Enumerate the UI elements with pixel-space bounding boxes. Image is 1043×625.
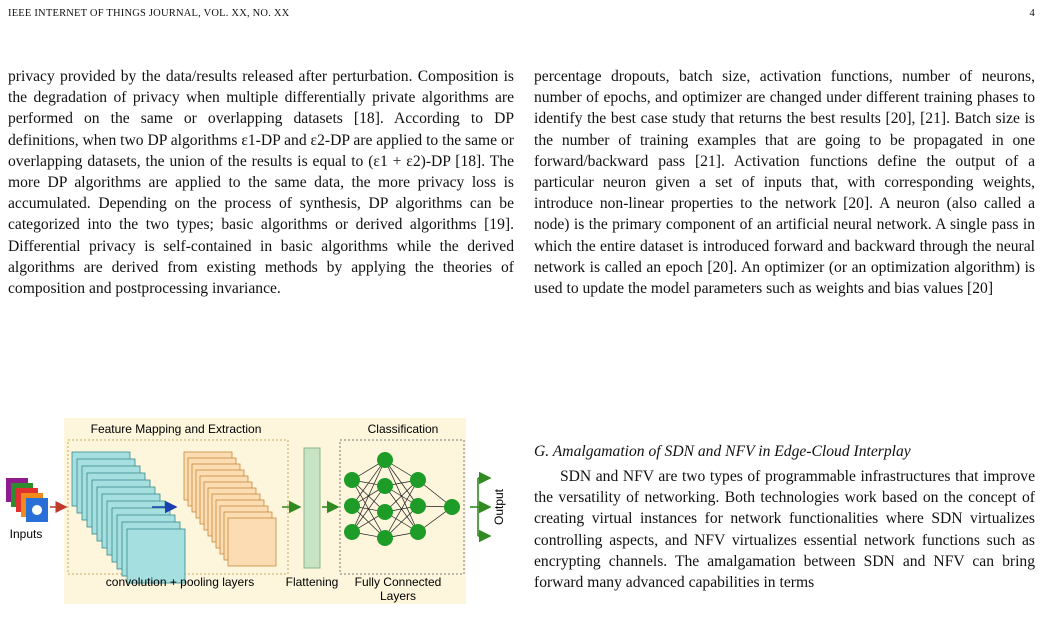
right-column xyxy=(534,66,1035,299)
right-paragraph: percentage dropouts, batch size, activation functions, number of neurons, number of epochs, and optimizer are changed under different training phases to identify the best case study that returns the best results [20], [21]. Batch size is the number of training examples that are going to be propagated in one forward/backward pass [21]. Activation functions define the output of a particular neuron given a set of inputs that, with corresponding weights, introduce non-linear properties to the network [20]. A neuron (also called a node) is the primary component of an artificial neural network. A single pass in which the entire dataset is introduced forward and backward through the neural network is called an epoch [20]. An optimizer (or an optimization algorithm) is used to update the model parameters such as weights and bias values [20] xyxy=(534,68,1035,298)
feature-mapping-label: Feature Mapping and Extraction xyxy=(90,422,262,436)
pooled-feature-map xyxy=(228,518,276,566)
output-arrows xyxy=(470,478,490,536)
classification-label: Classification xyxy=(367,422,439,436)
page-number: 4 xyxy=(1029,8,1035,19)
subsection-paragraph: SDN and NFV are two types of programmable infrastructures that improve the versatility of networking. Both technologies work based on the concept of creating virtual instances for network functionalities where SDN virtualizes controlling aspects, and NFV virtualizes essential network functions such as encrypting channels. The amalgamation between SDN and NFV can bring forward many advanced capabilities in terms xyxy=(534,468,1035,592)
cnn-architecture-figure xyxy=(0,416,520,616)
neuron-node xyxy=(377,504,393,520)
flattening-label: Flattening xyxy=(285,575,339,589)
inputs-label: Inputs xyxy=(9,527,43,541)
flattening-layer xyxy=(304,448,320,568)
neuron-node xyxy=(410,524,426,540)
journal-name: IEEE INTERNET OF THINGS JOURNAL, VOL. XX, NO. XX xyxy=(8,8,290,19)
left-column xyxy=(8,66,514,299)
input-images-icon xyxy=(6,478,48,522)
neuron-node xyxy=(444,499,460,515)
neuron-node xyxy=(344,472,360,488)
running-header xyxy=(8,8,1035,22)
neuron-node xyxy=(377,452,393,468)
output-label: Output xyxy=(492,488,506,526)
conv-pooling-label: convolution + pooling layers xyxy=(105,575,255,589)
neuron-node xyxy=(377,478,393,494)
neuron-node xyxy=(344,524,360,540)
left-paragraph: privacy provided by the data/results released after perturbation. Composition is the degradation of privacy when multiple differentially private algorithms are performed on the same or overlapping datasets [18]. According to DP definitions, when two DP algorithms ε1-DP and ε2-DP are applied to the same or overlapping datasets, the union of the results is equal to (ε1 + ε2)-DP [18]. The more DP algorithms are applied to the same data, the more privacy loss is accumulated. Depending on the process of synthesis, DP algorithms can be categorized into the two types; basic algorithms or derived algorithms [19]. Differential privacy is self-contained in basic algorithms while the derived algorithms are derived from existing methods by applying the theories of composition and postprocessing invariance. xyxy=(8,68,514,298)
fc-label-line2: Layers xyxy=(379,589,417,603)
neuron-node xyxy=(410,472,426,488)
fc-label-line1: Fully Connected xyxy=(354,575,442,589)
neuron-node xyxy=(410,498,426,514)
subsection-title: G. Amalgamation of SDN and NFV in Edge-Cloud Interplay xyxy=(534,443,911,460)
neuron-node xyxy=(344,498,360,514)
neuron-node xyxy=(377,530,393,546)
